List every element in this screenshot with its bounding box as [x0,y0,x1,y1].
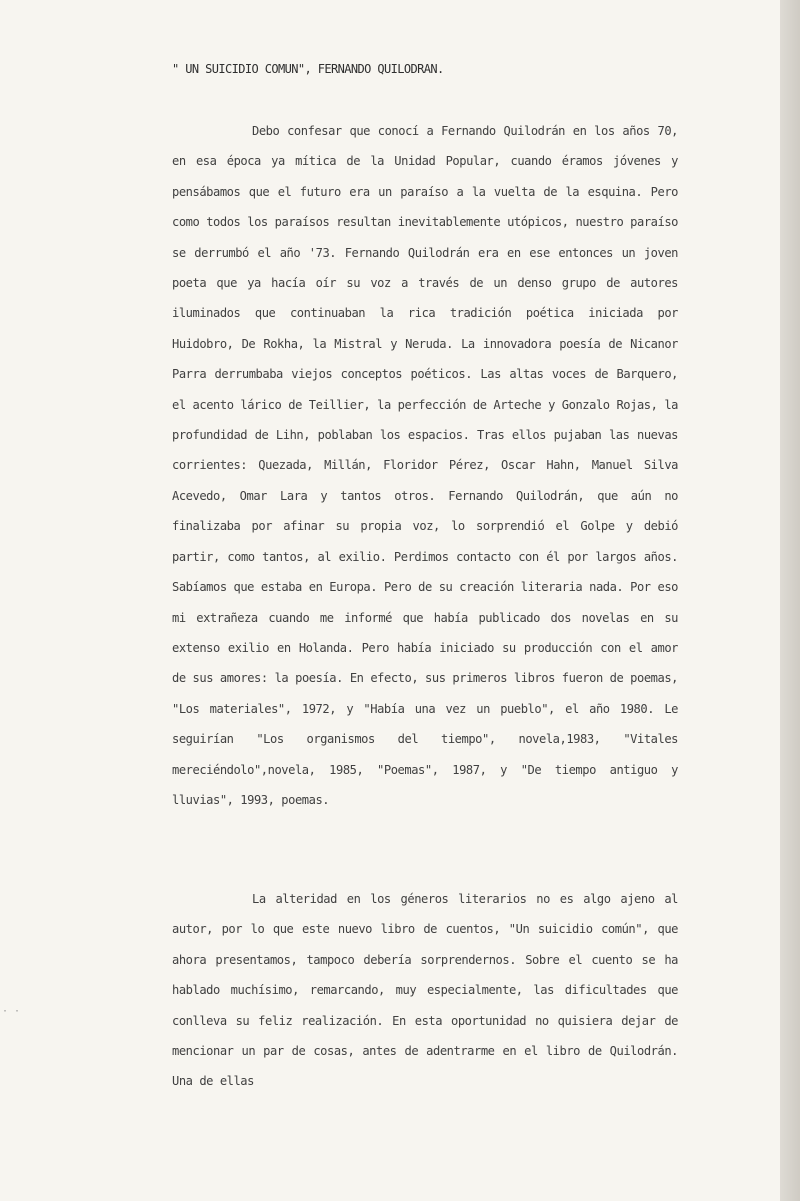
paragraph-2 [172,884,678,1097]
margin-mark: · · [2,1006,21,1017]
paragraph-1-text: Debo confesar que conocí a Fernando Quilodrán en los años 70, en esa época ya mítica de la Unidad Popular, cuando éramos jóvenes y pensábamos que el futuro era un paraíso a la vuelta de la esquina. Pero como todos los paraísos resultan inevitablemente utópicos, nuestro paraíso se derrumbó el año '73. Fernando Quilodrán era en ese entonces un joven poeta que ya hacía oír su voz a través de un denso grupo de autores iluminados que continuaban la rica tradición poética iniciada por Huidobro, De Rokha, la Mistral y Neruda. La innovadora poesía de Nicanor Parra derrumbaba viejos conceptos poéticos. Las altas voces de Barquero, el acento lárico de Teillier, la perfección de Arteche y Gonzalo Rojas, la profundidad de Lihn, poblaban los espacios. Tras ellos pujaban las nuevas corrientes: Quezada, Millán, Floridor Pérez, Oscar Hahn, Manuel Silva Acevedo, Omar Lara y tantos otros. Fernando Quilodrán, que aún no finalizaba por afinar su propia voz, lo sorprendió el Golpe y debió partir, como tantos, al exilio. Perdimos contacto con él por largos años. Sabíamos que estaba en Europa. Pero de su creación literaria nada. Por eso mi extrañeza cuando me informé que había publicado dos novelas en su extenso exilio en Holanda. Pero había iniciado su producción con el amor de sus amores: la poesía. En efecto, sus primeros libros fueron de poemas, "Los materiales", 1972, y "Había una vez un pueblo", el año 1980. Le seguirían "Los organismos del tiempo", novela,1983, "Vitales mereciéndolo",novela, 1985, "Poemas", 1987, y "De tiempo antiguo y lluvias", 1993, poemas. [172,124,678,807]
paragraph-2-text: La alteridad en los géneros literarios no es algo ajeno al autor, por lo que este nuevo libro de cuentos, "Un suicidio común", que ahora presentamos, tampoco debería sorprendernos. Sobre el cuento se ha hablado muchísimo, remarcando, muy especialmente, las dificultades que conlleva su feliz realización. En esta oportunidad no quisiera dejar de mencionar un par de cosas, antes de adentrarme en el libro de Quilodrán. Una de ellas [172,892,678,1089]
paragraph-1 [172,116,678,815]
document-title: " UN SUICIDIO COMUN", FERNANDO QUILODRAN. [172,62,444,76]
scan-edge [780,0,800,1201]
